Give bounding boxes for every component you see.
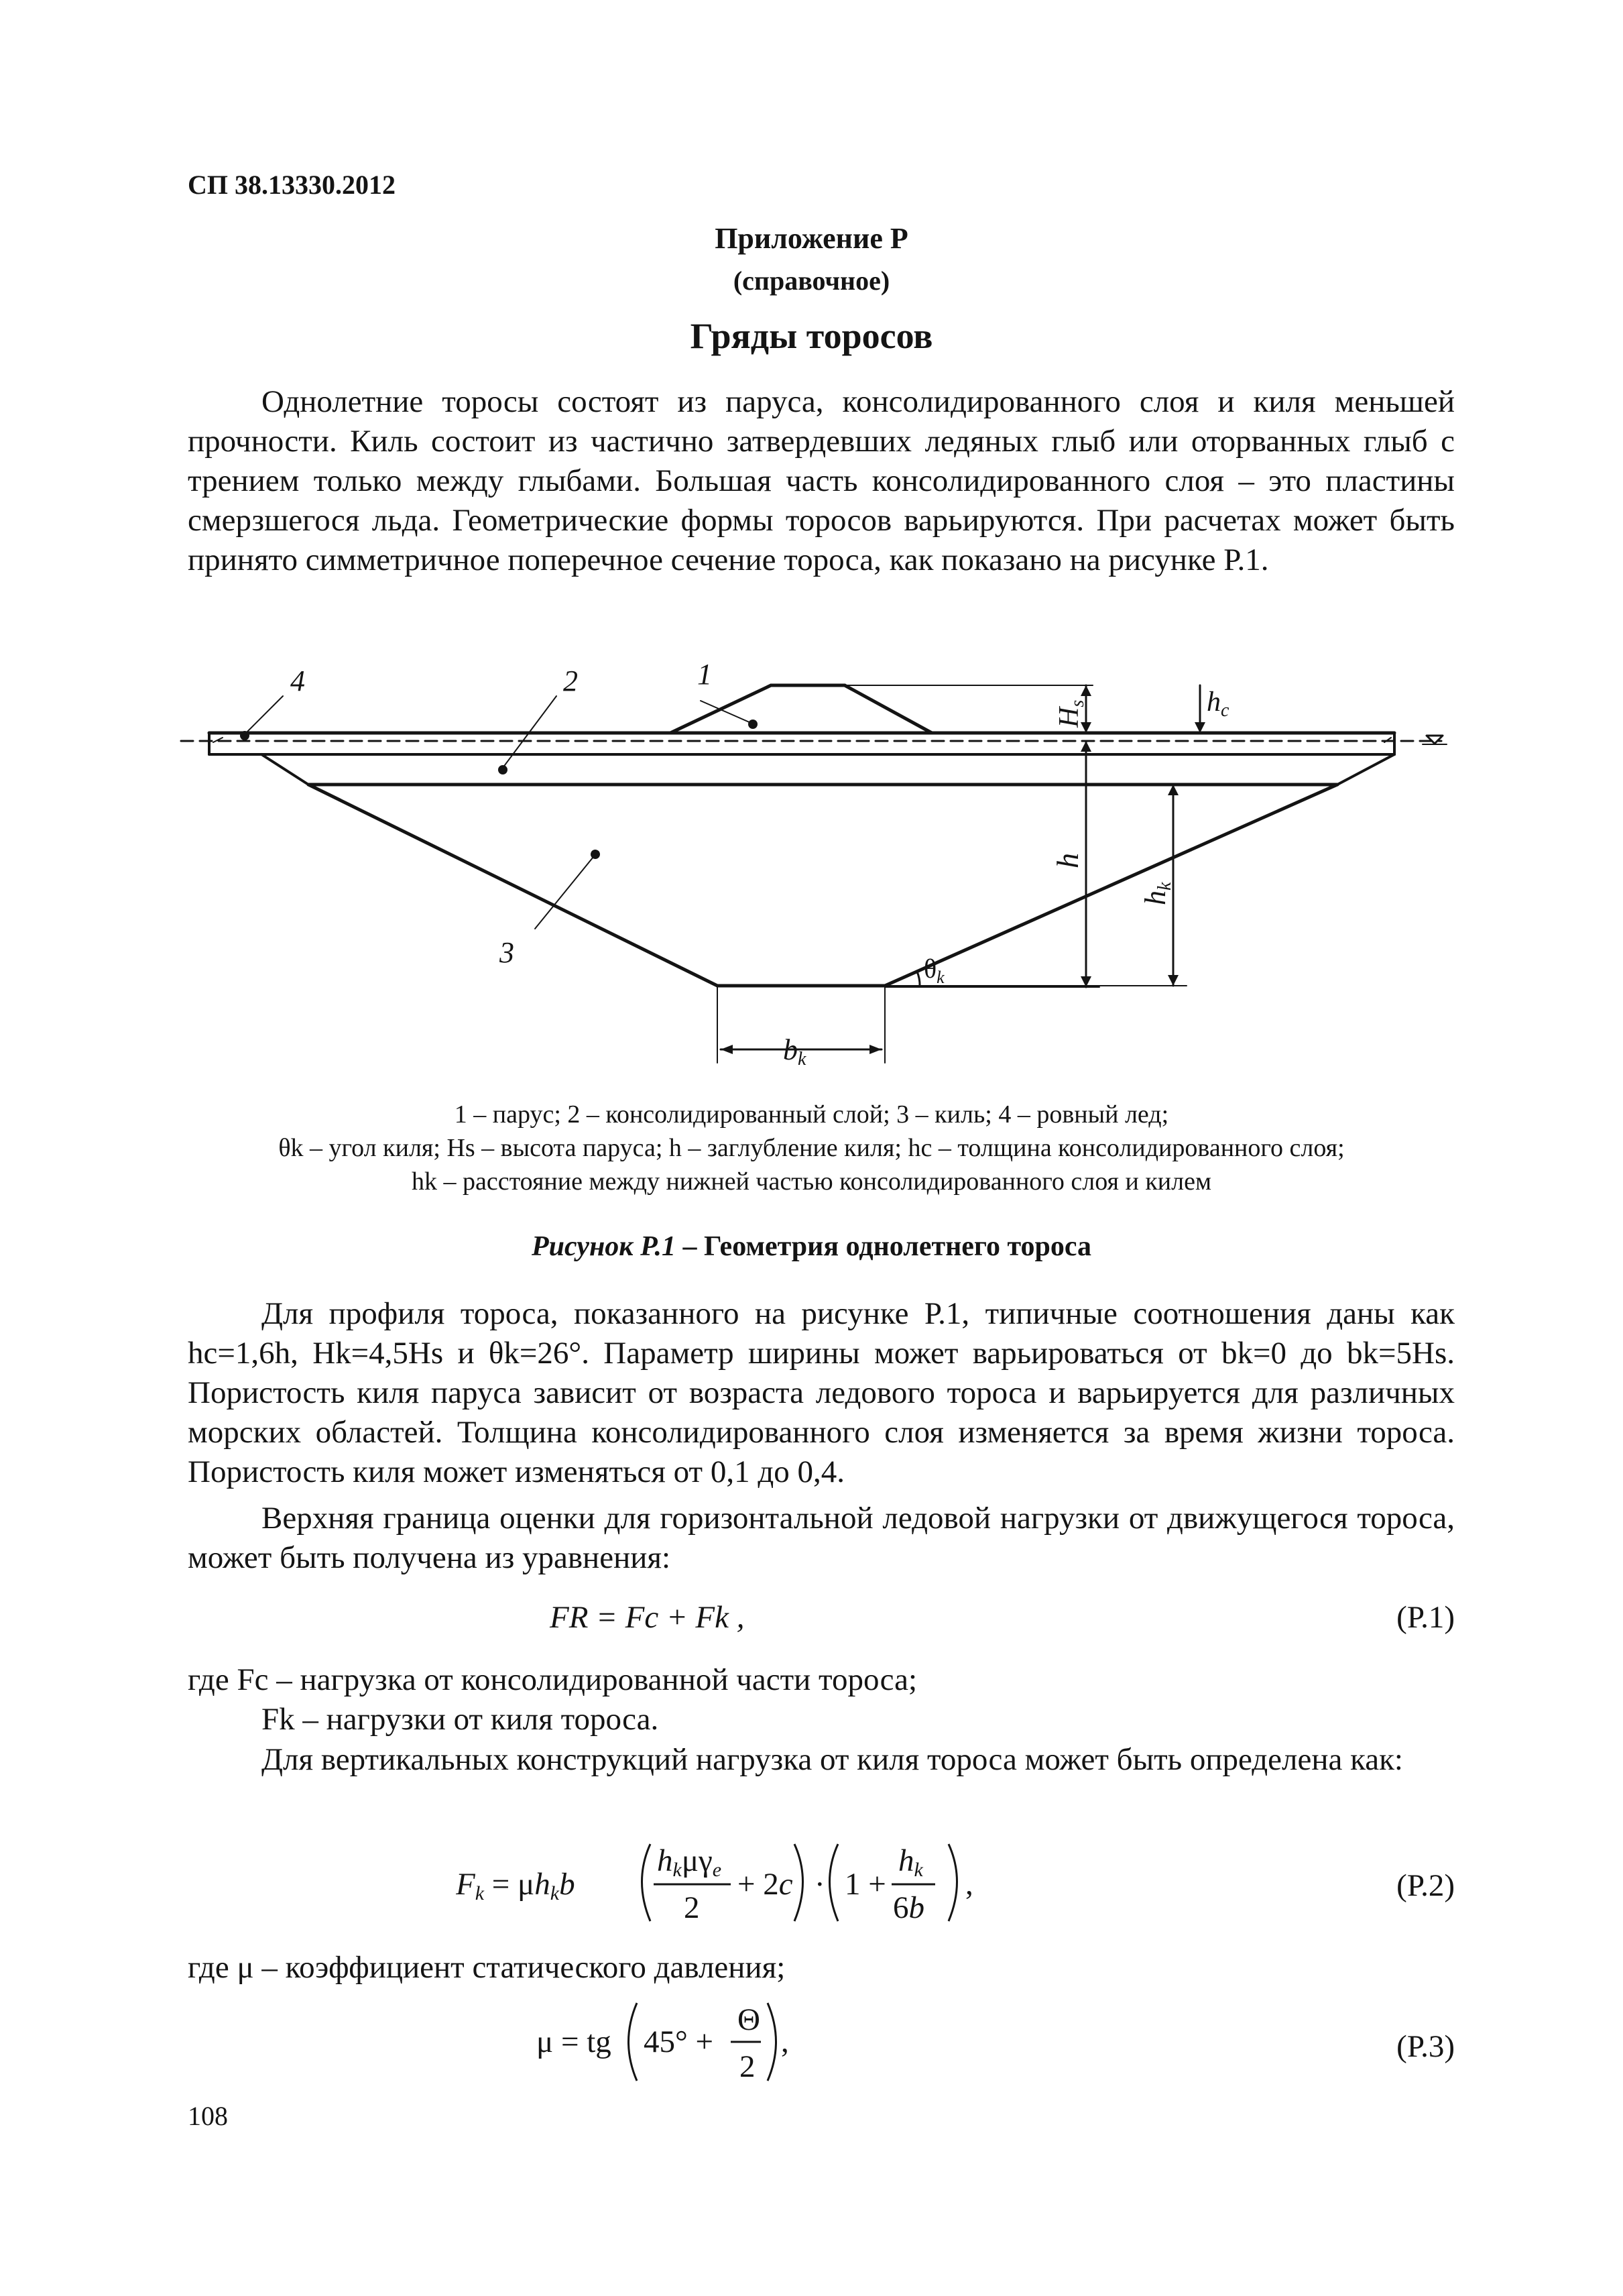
svg-text:hkμγe: hkμγe <box>657 1843 722 1881</box>
equation-p3 <box>188 1995 1455 2089</box>
svg-text:45° +: 45° + <box>644 2024 714 2059</box>
intro-paragraph: Однолетние торосы состоят из паруса, консолидированного слоя и киля меньшей прочности. Киль состоит из частично затвердевших ледяных глыб или оторванных глыб с трением только между глыбами. Большая часть консолидированного слоя – это пластины смерзшегося льда. Геометрические формы торосов варьируются. При расчетах может быть принято симметричное поперечное сечение тороса, как показано на рисунке Р.1. <box>188 384 1455 577</box>
caption-line-2: θk – угол киля; Hs – высота паруса; h – заглубление киля; hc – толщина консолидированного слоя; <box>278 1134 1345 1162</box>
svg-text:hk: hk <box>898 1843 923 1881</box>
sail-right-slope <box>845 685 932 733</box>
svg-text:,: , <box>781 2024 789 2059</box>
equation-number-3: (Р.3) <box>1396 2029 1455 2064</box>
svg-text:Fk = μhkb: Fk = μhkb <box>456 1867 575 1904</box>
label-Hs: H <box>1054 707 1085 728</box>
upper-bound-paragraph: Верхняя граница оценки для горизонтальной ледовой нагрузки от движущегося тороса, может быть получена из уравнения: <box>188 1501 1455 1575</box>
appendix-label: Приложение Р <box>715 222 908 255</box>
svg-text:+ 2c: + 2c <box>737 1867 793 1902</box>
label-theta: $\theta_k$ <box>924 954 945 987</box>
label-2: 2 <box>563 665 578 697</box>
caption-line-3: hk – расстояние между нижней частью консолидированного слоя и килем <box>411 1167 1212 1196</box>
page-number: 108 <box>188 2101 228 2131</box>
where-block-2: где μ – коэффициент статического давления; <box>188 1950 786 1985</box>
label-bk: bk <box>783 1033 806 1070</box>
svg-text:·: · <box>815 1867 825 1902</box>
keel-load-paragraph: Для вертикальных конструкций нагрузка от киля тороса может быть определена как: <box>261 1742 1403 1777</box>
keel-right-slope <box>885 785 1337 986</box>
svg-text:1 +: 1 + <box>845 1867 886 1902</box>
label-hc: hc <box>1207 687 1229 721</box>
document-code: СП 38.13330.2012 <box>188 170 396 200</box>
label-4: 4 <box>290 665 305 697</box>
appendix-title: Гряды торосов <box>690 316 933 356</box>
equation-p1: FR = Fc + Fk , (Р.1) <box>550 1600 1455 1635</box>
svg-text:,: , <box>965 1867 973 1902</box>
equation-p3-formula <box>536 1995 871 2089</box>
svg-text:2: 2 <box>684 1890 700 1925</box>
equation-p2-formula <box>456 1834 1126 1928</box>
label-h: h <box>1050 853 1085 868</box>
where-block-1: где Fc – нагрузка от консолидированной части тороса; Fk – нагрузки от киля тороса. <box>188 1662 917 1737</box>
label-hk: hk <box>1139 882 1175 905</box>
svg-text:μ = tg: μ = tg <box>536 2024 611 2059</box>
svg-text:Hs: Hs <box>1054 699 1088 728</box>
equation-p2 <box>188 1834 1455 1928</box>
ridge-geometry-diagram <box>168 644 1475 1073</box>
label-3: 3 <box>499 936 514 969</box>
figure-title: Рисунок Р.1 – Геометрия однолетнего тороса <box>531 1231 1092 1262</box>
svg-text:2: 2 <box>739 2049 756 2084</box>
relations-paragraph: Для профиля тороса, показанного на рисунке Р.1, типичные соотношения даны как hc=1,6h, Hk=4,5Hs и θk=26°. Параметр ширины может варьироваться от bk=0 до bk=5Hs. Пористость киля паруса зависит от возраста ледового тороса и варьируется для различных морских областей. Толщина консолидированного слоя изменяется за время жизни тороса. Пористость киля может изменяться от 0,1 до 0,4. <box>188 1296 1455 1489</box>
label-1: 1 <box>697 658 712 691</box>
equation-number-2: (Р.2) <box>1396 1868 1455 1903</box>
appendix-status: (справочное) <box>733 266 890 296</box>
svg-text:Θ: Θ <box>737 2002 760 2037</box>
caption-line-1: 1 – парус; 2 – консолидированный слой; 3 – киль; 4 – ровный лед; <box>454 1100 1169 1129</box>
equation-number-1: (Р.1) <box>1396 1600 1455 1635</box>
svg-text:6b: 6b <box>893 1890 924 1925</box>
